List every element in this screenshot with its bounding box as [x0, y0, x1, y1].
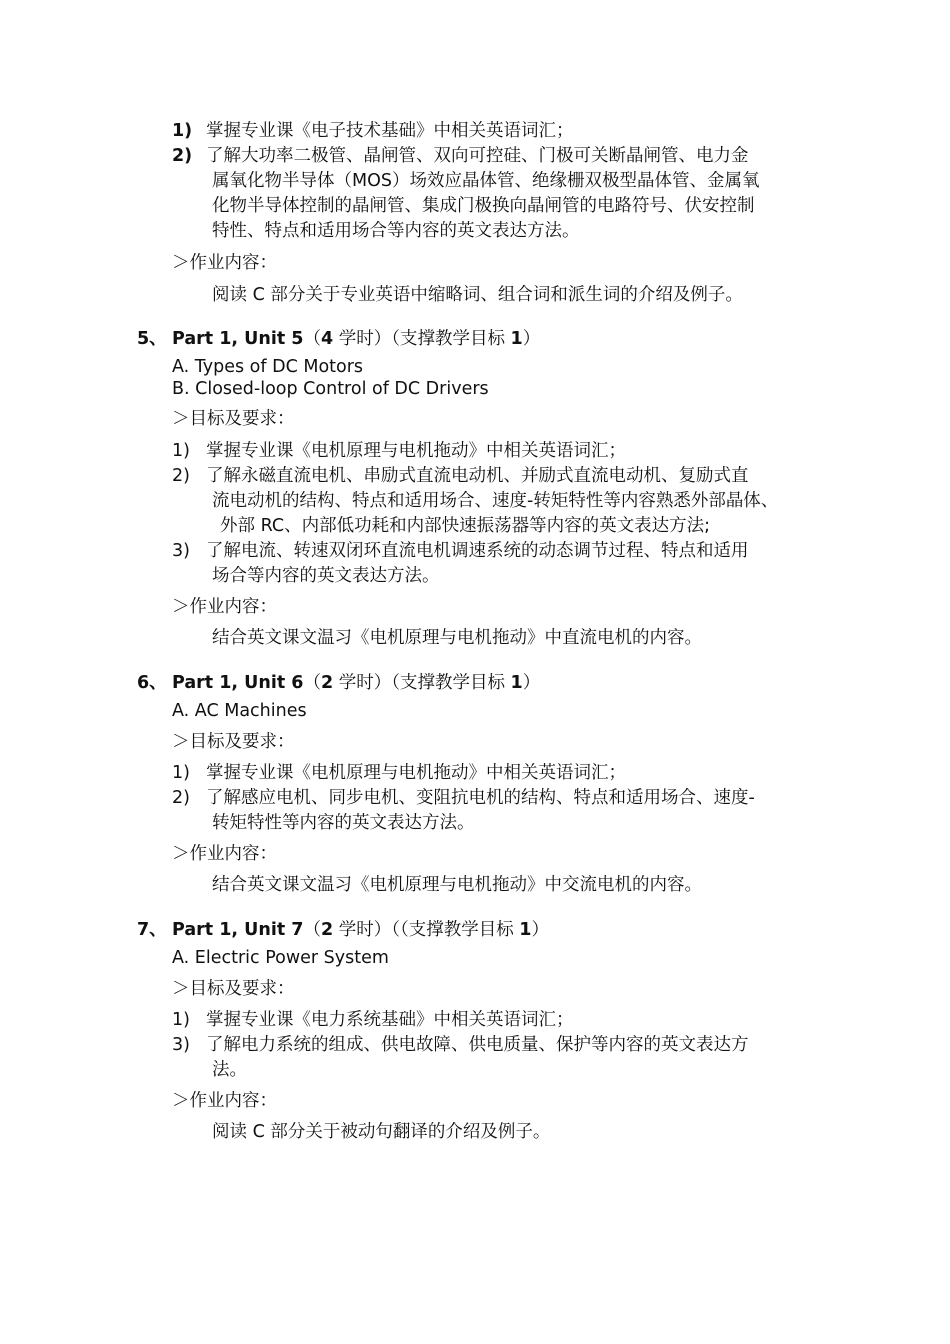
unit-hours-suffix: 学时）（（支撑教学目标 [333, 920, 520, 940]
objective-number: 2) [172, 788, 190, 808]
topic-item: B. Closed-loop Control of DC Drivers [172, 379, 489, 399]
unit-hours: 2 [320, 920, 334, 940]
objective-text: 掌握专业课《电机原理与电机拖动》中相关英语词汇； [206, 441, 626, 461]
unit-heading [172, 327, 540, 351]
objective-text: 转矩特性等内容的英文表达方法。 [212, 813, 475, 833]
objective-number: 1) [172, 1010, 190, 1030]
unit-hours-prefix: （ [303, 329, 321, 349]
homework-text: 阅读 C 部分关于专业英语中缩略词、组合词和派生词的介绍及例子。 [212, 285, 743, 305]
unit-title: Part 1, Unit 6 [172, 673, 304, 693]
unit-title: Part 1, Unit 5 [172, 329, 304, 349]
unit-hours-suffix: 学时）（支撑教学目标 [333, 329, 511, 349]
homework-text: 阅读 C 部分关于被动句翻译的介绍及例子。 [212, 1122, 551, 1142]
objective-number: 1) [172, 121, 193, 141]
objective-text: 化物半导体控制的晶闸管、集成门极换向晶闸管的电路符号、伏安控制 [212, 196, 755, 216]
objective-text: 掌握专业课《电力系统基础》中相关英语词汇； [206, 1010, 574, 1030]
unit-hours: 4 [320, 329, 334, 349]
topic-item: A. Types of DC Motors [172, 357, 364, 377]
unit-heading [172, 671, 540, 695]
unit-goal: 1 [510, 673, 523, 693]
homework-label: ＞作业内容： [172, 253, 277, 273]
objective-number: 3) [172, 541, 190, 561]
unit-goal: 1 [519, 920, 532, 940]
unit-close: ） [531, 920, 549, 940]
unit-hours-prefix: （ [303, 920, 321, 940]
objective-text: 特性、特点和适用场合等内容的英文表达方法。 [212, 221, 580, 241]
goal-label: ＞目标及要求： [172, 979, 295, 999]
objective-text: 掌握专业课《电机原理与电机拖动》中相关英语词汇； [206, 763, 626, 783]
homework-label: ＞作业内容： [172, 844, 277, 864]
unit-number: 5、 [137, 329, 167, 349]
objective-number: 2) [172, 146, 193, 166]
objective-number: 1) [172, 441, 190, 461]
unit-close: ） [522, 673, 541, 693]
goal-label: ＞目标及要求： [172, 732, 295, 752]
objective-text: 掌握专业课《电子技术基础》中相关英语词汇； [206, 121, 574, 141]
objective-text: 流电动机的结构、特点和适用场合、速度-转矩特性等内容熟悉外部晶体、 [212, 491, 779, 511]
unit-hours: 2 [320, 673, 334, 693]
objective-number: 1) [172, 763, 190, 783]
unit-hours-suffix: 学时）（支撑教学目标 [333, 673, 511, 693]
homework-label: ＞作业内容： [172, 597, 277, 617]
objective-number: 3) [172, 1035, 190, 1055]
homework-text: 结合英文课文温习《电机原理与电机拖动》中交流电机的内容。 [212, 875, 702, 895]
objective-text: 了解感应电机、同步电机、变阻抗电机的结构、特点和适用场合、速度- [206, 788, 755, 808]
objective-text: 了解大功率二极管、晶闸管、双向可控硅、门极可关断晶闸管、电力金 [206, 146, 749, 166]
objective-text: 属氧化物半导体（MOS）场效应晶体管、绝缘栅双极型晶体管、金属氧 [212, 171, 760, 191]
objective-text: 了解电力系统的组成、供电故障、供电质量、保护等内容的英文表达方 [206, 1035, 749, 1055]
unit-hours-prefix: （ [303, 673, 321, 693]
topic-item: A. AC Machines [172, 701, 307, 721]
topic-item: A. Electric Power System [172, 948, 389, 968]
homework-label: ＞作业内容： [172, 1091, 277, 1111]
homework-text: 结合英文课文温习《电机原理与电机拖动》中直流电机的内容。 [212, 628, 702, 648]
objective-text: 了解电流、转速双闭环直流电机调速系统的动态调节过程、特点和适用 [206, 541, 749, 561]
unit-number: 6、 [137, 673, 167, 693]
objective-text: 法。 [212, 1060, 247, 1080]
unit-goal: 1 [510, 329, 523, 349]
goal-label: ＞目标及要求： [172, 409, 295, 429]
unit-close: ） [522, 329, 541, 349]
objective-text: 场合等内容的英文表达方法。 [212, 566, 440, 586]
unit-number: 7、 [137, 920, 167, 940]
objective-number: 2) [172, 466, 190, 486]
unit-title: Part 1, Unit 7 [172, 920, 304, 940]
objective-text: 外部 RC、内部低功耗和内部快速振荡器等内容的英文表达方法; [220, 516, 710, 536]
unit-heading [172, 918, 549, 942]
objective-text: 了解永磁直流电机、串励式直流电动机、并励式直流电动机、复励式直 [206, 466, 749, 486]
